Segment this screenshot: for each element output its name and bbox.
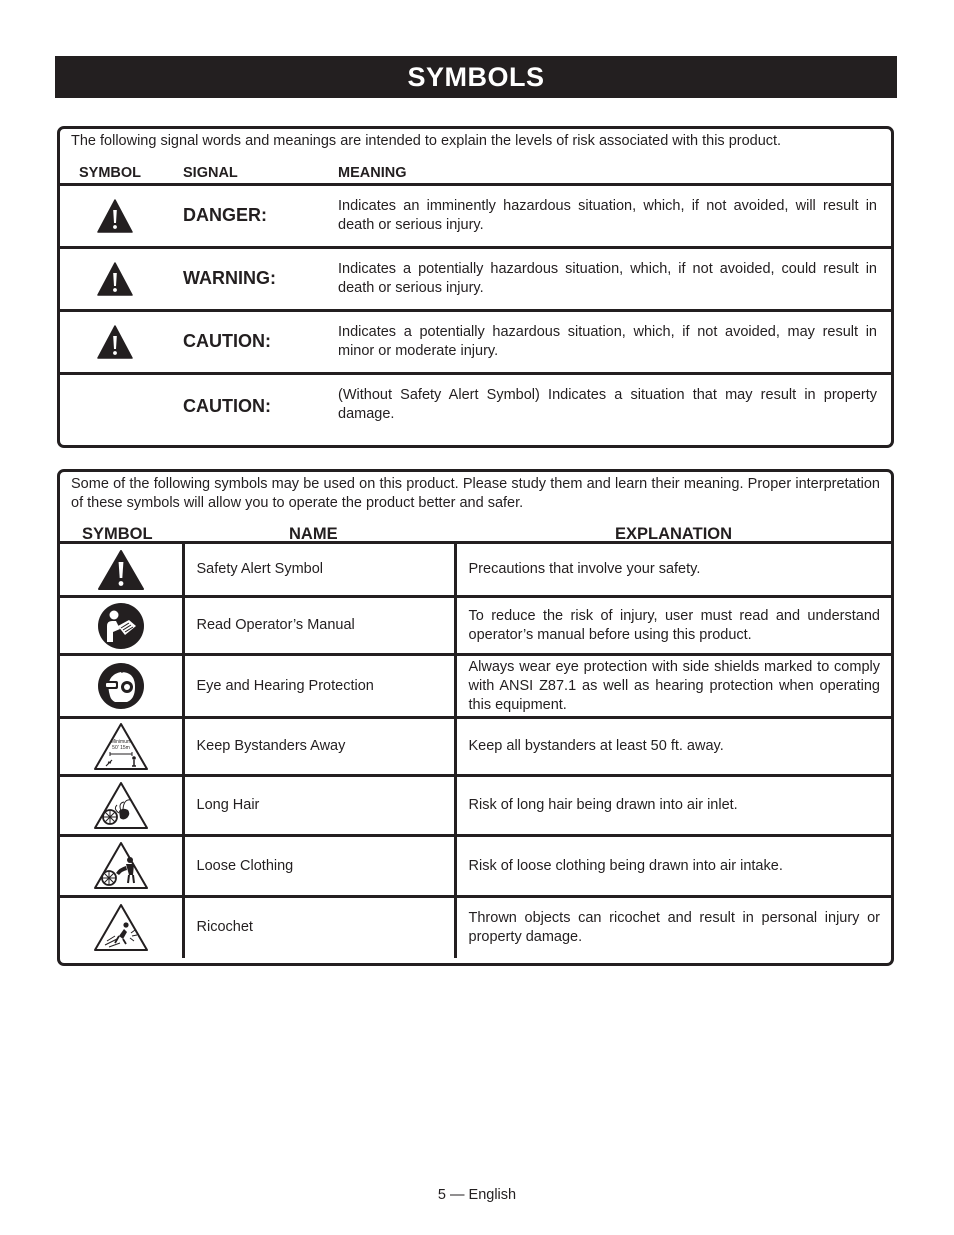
symbols-panel xyxy=(57,469,894,966)
signal-row-caution xyxy=(60,309,891,372)
table-row xyxy=(60,836,891,897)
signal-words-panel xyxy=(57,126,894,448)
page-footer: 5 — English xyxy=(437,1187,517,1203)
page-title: SYMBOLS xyxy=(55,56,897,98)
symbol-name: Long Hair xyxy=(183,776,455,836)
signal-word: CAUTION: xyxy=(183,331,271,351)
symbol-explanation: Risk of long hair being drawn into air inlet. xyxy=(455,776,891,836)
long-hair-icon xyxy=(93,781,149,831)
signal-word: WARNING: xyxy=(183,268,276,288)
table-row xyxy=(60,776,891,836)
symbol-explanation: To reduce the risk of injury, user must read and understand operator’s manual before using this product. xyxy=(455,597,891,655)
header-explanation: EXPLANATION xyxy=(615,525,733,543)
header-name: NAME xyxy=(289,525,338,543)
signal-row-danger xyxy=(60,183,891,246)
table-row xyxy=(60,597,891,655)
header-symbol: SYMBOL xyxy=(79,165,142,181)
icon-caption: Minimum xyxy=(110,738,131,745)
symbol-name: Read Operator’s Manual xyxy=(183,597,455,655)
signal-meaning: Indicates an imminently hazardous situation, which, if not avoided, will result in death or serious injury. xyxy=(338,198,877,233)
table-row xyxy=(60,897,891,958)
signal-word: CAUTION: xyxy=(183,396,271,416)
symbol-name: Safety Alert Symbol xyxy=(183,543,455,597)
symbol-explanation: Thrown objects can ricochet and result in personal injury or property damage. xyxy=(455,897,891,958)
signal-row-caution-property xyxy=(60,372,891,440)
icon-caption: 50' 15m xyxy=(111,744,130,751)
signal-intro: The following signal words and meanings are intended to explain the levels of risk associated with this product. xyxy=(71,133,782,149)
keep-bystanders-away-icon xyxy=(93,722,149,772)
symbol-explanation: Precautions that involve your safety. xyxy=(455,543,891,597)
signal-row-warning xyxy=(60,246,891,309)
symbols-table xyxy=(60,541,891,958)
symbol-name: Keep Bystanders Away xyxy=(183,718,455,776)
table-row xyxy=(60,718,891,776)
symbol-name: Ricochet xyxy=(183,897,455,958)
signal-table-header xyxy=(60,151,891,183)
table-row xyxy=(60,655,891,718)
signal-meaning: Indicates a potentially hazardous situation, which, if not avoided, may result in minor or moderate injury. xyxy=(338,324,877,359)
signal-word: DANGER: xyxy=(183,205,267,225)
warning-triangle-icon xyxy=(97,199,133,233)
header-meaning: MEANING xyxy=(338,165,407,181)
warning-triangle-icon xyxy=(97,325,133,359)
table-row xyxy=(60,543,891,597)
eye-hearing-protection-icon xyxy=(97,662,145,710)
symbol-explanation: Keep all bystanders at least 50 ft. away. xyxy=(455,718,891,776)
symbol-explanation: Always wear eye protection with side shields marked to comply with ANSI Z87.1 as well as hearing protection when operating this equipment. xyxy=(455,655,891,718)
safety-alert-icon xyxy=(97,549,145,591)
symbol-name: Loose Clothing xyxy=(183,836,455,897)
signal-meaning: Indicates a potentially hazardous situation, which, if not avoided, could result in death or serious injury. xyxy=(338,261,877,296)
symbol-name: Eye and Hearing Protection xyxy=(183,655,455,718)
header-symbol: SYMBOL xyxy=(82,525,153,543)
ricochet-icon xyxy=(93,903,149,953)
symbols-table-header xyxy=(60,513,891,541)
header-signal: SIGNAL xyxy=(183,165,238,181)
symbols-intro: Some of the following symbols may be used on this product. Please study them and learn their meaning. Proper interpretation of these symbols will allow you to operate the product better and safer. xyxy=(71,476,880,511)
symbol-explanation: Risk of loose clothing being drawn into air intake. xyxy=(455,836,891,897)
signal-meaning: (Without Safety Alert Symbol) Indicates a situation that may result in property damage. xyxy=(338,387,877,422)
loose-clothing-icon xyxy=(93,841,149,891)
read-manual-icon xyxy=(97,602,145,650)
warning-triangle-icon xyxy=(97,262,133,296)
